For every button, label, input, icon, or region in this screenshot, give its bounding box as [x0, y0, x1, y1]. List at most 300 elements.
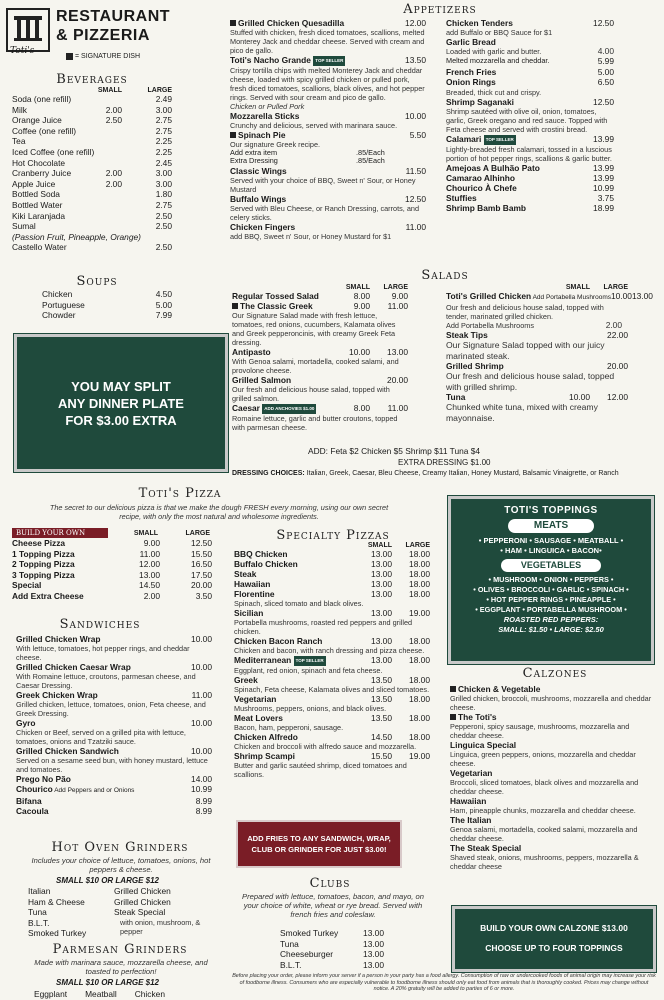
- salads-left-column: [232, 284, 408, 432]
- top-seller-badge: TOP SELLER: [313, 56, 345, 66]
- menu-item: [450, 712, 652, 740]
- pizza-small: 11.00: [139, 548, 160, 559]
- item-small: 8.00: [353, 291, 370, 301]
- menu-item: [232, 403, 408, 432]
- menu-item-name: Buffalo Chicken: [234, 559, 298, 569]
- menu-item-desc: Crunchy and delicious, served with marinara sauce.: [230, 120, 398, 130]
- menu-item-title: [230, 55, 426, 66]
- menu-item-title: [16, 784, 212, 796]
- grinder-item: B.L.T.: [28, 917, 50, 928]
- roasted-label: ROASTED RED PEPPERS:: [503, 615, 599, 624]
- menu-item-desc2: Chicken or Pulled Pork: [230, 101, 305, 111]
- menu-item-desc: Chicken or Beef, served on a grilled pita with lettuce, tomatoes, onions and Tzatziki sauce.: [16, 728, 186, 746]
- menu-item-desc: With lettuce, tomatoes, hot pepper rings, and cheddar cheese.: [16, 644, 190, 662]
- menu-item: [16, 746, 212, 774]
- menu-item-desc: Chicken and broccoli with alfredo sauce and mozzarella.: [234, 741, 417, 751]
- menu-item-name: Sicilian: [234, 608, 264, 618]
- top-seller-badge: TOP SELLER: [484, 135, 516, 145]
- beverage-small: [82, 158, 122, 169]
- menu-item-desc: Spinach, Feta cheese, Kalamata olives and sliced tomatoes.: [234, 684, 430, 694]
- salad-large: LARGE: [383, 284, 408, 291]
- menu-item-name: Hawaiian: [234, 579, 271, 589]
- item-small: 14.50: [371, 731, 392, 742]
- menu-item: [16, 796, 212, 806]
- menu-item-desc: With Genoa salami, mortadella, cooked salami, and provolone cheese.: [232, 357, 399, 375]
- parmesan-title: Parmesan Grinders: [52, 942, 188, 957]
- pizza-name: Cheese Pizza: [12, 538, 66, 548]
- item-large: 18.00: [409, 589, 430, 599]
- beverage-large: 2.75: [155, 199, 172, 210]
- item-small: 13.00: [371, 569, 392, 579]
- menu-item: [234, 694, 430, 713]
- beverage-name: Tea: [12, 136, 26, 147]
- pizza-intro: The secret to our delicious pizza is that we make the dough FRESH every morning, using our own secret recipe, with only the most natural and wholesome ingredients.: [49, 503, 389, 521]
- plain-price: 5.99: [597, 56, 614, 66]
- menu-item-title: [234, 732, 430, 742]
- item-price: 12.50: [593, 18, 614, 28]
- menu-item-title: [234, 589, 430, 599]
- build-calzone-text: BUILD YOUR OWN CALZONE $13.00: [480, 923, 628, 933]
- menu-item-name: Vegetarian: [450, 768, 493, 778]
- menu-item-name: Classic Wings: [230, 165, 287, 176]
- menu-item-title: [234, 713, 430, 723]
- soup-price: 4.50: [155, 289, 172, 299]
- menu-item: [446, 361, 628, 392]
- item-price: 3.75: [597, 192, 614, 203]
- dressing-list: Italian, Greek, Caesar, Bleu Cheese, Creamy Italian, Honey Mustard, Balsamic Vinaigrette, or Ranch: [306, 470, 619, 477]
- soup-name: Chowder: [42, 310, 76, 321]
- menu-item-title: [16, 718, 212, 728]
- beverage-row: [12, 105, 172, 116]
- menu-item: [16, 784, 212, 796]
- pizza-row: [12, 580, 212, 591]
- item-large: 9.00: [391, 291, 408, 301]
- menu-item-title: [16, 746, 212, 756]
- menu-item-desc: Lightly-breaded fresh calamari, tossed in a luscious portion of hot pepper rings, scallions & garlic butter.: [446, 144, 612, 163]
- menu-item-title: [16, 806, 212, 816]
- menu-item-title: [232, 301, 408, 311]
- menu-item: [232, 375, 408, 403]
- split-line3: FOR $3.00 EXTRA: [65, 412, 177, 428]
- soup-row: [22, 289, 172, 300]
- menu-item-title: [450, 740, 652, 750]
- dressing-label: DRESSING CHOICES:: [232, 470, 305, 477]
- menu-item-desc: Butter and garlic sautéed shrimp, diced tomatoes and scallions.: [234, 760, 407, 779]
- soup-row: [22, 300, 172, 311]
- beverage-name: Sumal: [12, 221, 36, 232]
- item-large: 18.00: [409, 674, 430, 685]
- soup-price: 7.99: [155, 310, 172, 321]
- salad-dressing-choices: [232, 470, 619, 477]
- menu-item-desc: Stuffed with chicken, fresh diced tomatoes, scallions, melted Monterey Jack and cheddar cheese. Served with cream and pico de gallo.: [230, 28, 425, 55]
- pizza-row: [12, 570, 212, 581]
- menu-item-desc: With Romaine lettuce, croutons, parmesan cheese, and Caesar Dressing.: [16, 672, 196, 690]
- beverages-small-label: SMALL: [97, 87, 122, 94]
- specialty-section: [234, 542, 430, 779]
- desc-text: Loaded with garlic and butter.: [446, 47, 542, 56]
- signature-icon: [232, 303, 238, 309]
- menu-item-name: The Steak Special: [450, 843, 522, 853]
- menu-item-desc: Romaine lettuce, garlic and butter croutons, topped with parmesan cheese.: [232, 413, 398, 432]
- beverage-small: [82, 221, 122, 232]
- pizza-large: 17.50: [191, 569, 212, 580]
- parmesan-item: Eggplant: [34, 989, 68, 999]
- menu-item-desc: Chunked white tuna, mixed with creamy mayonnaise.: [446, 402, 598, 423]
- soup-row: [22, 310, 172, 321]
- club-name: Cheeseburger: [280, 949, 334, 960]
- menu-item: [230, 18, 426, 55]
- signature-icon: [230, 132, 236, 138]
- item-price: 18.99: [593, 202, 614, 213]
- item-price: 13.50: [405, 55, 426, 65]
- grinder-item: Ham & Cheese: [28, 896, 85, 907]
- menu-item-name: Hawaiian: [450, 796, 487, 806]
- menu-item-title: [16, 796, 212, 806]
- menu-item-desc: Our fresh and delicious house salad, topped with tender, marinated grilled chicken.: [446, 303, 604, 321]
- specialty-header: [234, 542, 430, 549]
- menu-item-title: [234, 694, 430, 704]
- specialty-small-label: SMALL: [367, 542, 392, 549]
- menu-item: [230, 55, 426, 111]
- signature-icon: [450, 714, 456, 720]
- plain-name: French Fries: [446, 66, 497, 77]
- item-small: 10.00: [349, 347, 370, 357]
- veg-list1: • MUSHROOM • ONION • PEPPERS •: [488, 575, 614, 584]
- menu-item-title: [16, 690, 212, 700]
- soups-title: Soups: [76, 274, 118, 289]
- menu-item-name: Regular Tossed Salad: [232, 291, 319, 301]
- signature-legend: [66, 53, 140, 60]
- salad-extra-dressing: EXTRA DRESSING $1.00: [398, 458, 491, 467]
- salad-header-right: [446, 284, 628, 291]
- menu-item-title: [232, 347, 408, 357]
- soup-name: Chicken: [42, 289, 73, 299]
- build-your-own-badge: BUILD YOUR OWN: [12, 528, 108, 538]
- menu-item: [234, 732, 430, 751]
- spacer: [446, 284, 552, 291]
- menu-item-name: Chicken Bacon Ranch: [234, 636, 323, 646]
- plain-name: Onion Rings: [446, 77, 496, 88]
- pizza-small: 14.50: [139, 580, 160, 591]
- menu-item: [230, 130, 426, 149]
- club-row: [280, 960, 384, 971]
- grinders-title: Hot Oven Grinders: [51, 840, 189, 855]
- soup-name: Portuguese: [42, 299, 85, 310]
- item-small: 13.00: [371, 559, 392, 569]
- calzones-title: Calzones: [522, 666, 588, 681]
- beverage-row: [12, 147, 172, 158]
- club-name: Tuna: [280, 938, 299, 949]
- beverage-small: [82, 211, 122, 222]
- menu-item-title: [234, 569, 430, 579]
- salad-header: [232, 284, 408, 291]
- menu-item-title: [230, 166, 426, 176]
- pizza-large-label: LARGE: [185, 529, 210, 537]
- item-large: 18.00: [409, 569, 430, 579]
- beverage-large: 2.25: [155, 136, 172, 147]
- menu-item-name: Prego No Pão: [16, 774, 71, 784]
- top-seller-badge: TOP SELLER: [294, 656, 326, 666]
- extra-price: .85/Each: [356, 156, 385, 166]
- plain-price: 5.00: [597, 66, 614, 77]
- pizza-name: Add Extra Cheese: [12, 590, 84, 601]
- specialty-title: Specialty Pizzas: [276, 528, 390, 543]
- beverage-row: [12, 136, 172, 147]
- beverage-small: [82, 200, 122, 211]
- item-large: 13.00: [387, 347, 408, 357]
- menu-item: [450, 768, 652, 796]
- menu-item-name: BBQ Chicken: [234, 549, 288, 559]
- beverage-small: 2.00: [105, 178, 122, 189]
- menu-item-name: Cacoula: [16, 806, 49, 816]
- portuguese-item: [446, 183, 614, 193]
- soups-list: [22, 289, 172, 321]
- signature-legend-text: = SIGNATURE DISH: [75, 53, 141, 60]
- split-plate-box: [14, 334, 228, 472]
- beverage-large: 2.75: [155, 115, 172, 126]
- menu-item-name: Grilled Salmon: [232, 375, 292, 385]
- desc-price: 4.00: [597, 46, 614, 56]
- menu-item-title: [230, 18, 426, 28]
- menu-item-name: Chicken Fingers: [230, 221, 296, 232]
- item-name: Shrimp Bamb Bamb: [446, 202, 527, 213]
- club-row: [280, 939, 384, 950]
- beverage-name: Bottled Soda: [12, 189, 60, 200]
- item-price: 13.99: [593, 172, 614, 183]
- menu-item-title: [230, 111, 426, 121]
- grinder-item: Grilled Chicken: [114, 886, 171, 896]
- item-price: 10.00: [191, 718, 212, 728]
- menu-item: [450, 815, 652, 843]
- item-small: 9.00: [353, 301, 370, 311]
- beverage-small: 2.50: [105, 115, 122, 126]
- salad-extra-row: [446, 321, 628, 330]
- beverage-name: Soda (one refill): [12, 94, 72, 104]
- sandwiches-list: [16, 634, 212, 816]
- menu-item-name: Grilled Chicken Wrap: [16, 634, 101, 644]
- item-price: 10.00: [405, 110, 426, 121]
- item-price: 12.50: [405, 193, 426, 204]
- top-seller-badge: ADD ANCHOVIES $1.00: [262, 404, 316, 414]
- beverage-large: 3.00: [155, 104, 172, 115]
- salad-large: LARGE: [603, 284, 628, 291]
- item-small: 13.00: [371, 655, 392, 665]
- veg-list2: • OLIVES • BROCCOLI • GARLIC • SPINACH •: [473, 585, 629, 594]
- beverage-name: Cranberry Juice: [12, 168, 72, 179]
- menu-item-desc: Linguica, green peppers, onions, mozzarella and cheddar cheese.: [450, 750, 636, 768]
- grinder-item: Steak Special: [114, 907, 166, 918]
- menu-item-desc: Genoa salami, mortadella, cooked salami, mozzarella and cheddar cheese.: [450, 825, 638, 843]
- item-large: 13.00: [631, 291, 653, 301]
- beverage-large: 2.50: [155, 221, 172, 232]
- item-large: 18.00: [409, 636, 430, 646]
- extra-price: 2.00: [605, 320, 622, 330]
- salads-right-column: [446, 284, 653, 423]
- item-large: 18.00: [409, 579, 430, 589]
- beverage-row: [12, 189, 172, 200]
- grinders-left: [28, 886, 108, 939]
- menu-item: [234, 608, 430, 636]
- plain-price: 6.50: [597, 77, 614, 88]
- menu-item-name: Steak: [234, 569, 257, 579]
- menu-item: [230, 222, 426, 241]
- extra-name: Add Portabella Mushrooms: [446, 321, 535, 330]
- menu-item-title: [16, 774, 212, 784]
- grinder-item: Italian: [28, 886, 51, 896]
- club-row: [280, 949, 384, 960]
- menu-item-title: [234, 559, 430, 569]
- item-extra: Add Portabella Mushrooms: [531, 294, 611, 301]
- parmesan-list: [34, 989, 165, 999]
- menu-item-name: Gyro: [16, 718, 36, 728]
- item-small: 13.50: [371, 712, 392, 723]
- item-price: 5.50: [409, 129, 426, 140]
- meats-pill: MEATS: [508, 519, 594, 533]
- menu-item: [234, 751, 430, 779]
- menu-item: [450, 684, 652, 712]
- pizza-large: 15.50: [191, 548, 212, 559]
- portuguese-item: [446, 203, 614, 213]
- fries-promo-box: [236, 820, 402, 868]
- item-name: Amejoas A Bulhão Pato: [446, 162, 540, 173]
- beverage-row: [12, 168, 172, 179]
- split-line1: YOU MAY SPLIT: [71, 378, 171, 394]
- menu-item-name: Florentine: [234, 589, 275, 599]
- beverage-row: [12, 200, 172, 211]
- item-large: 22.00: [607, 330, 628, 340]
- meat-list1: • PEPPERONI • SAUSAGE • MEATBALL •: [478, 536, 624, 545]
- pizza-name: 2 Topping Pizza: [12, 559, 75, 570]
- menu-item: [234, 675, 430, 694]
- item-price: 14.00: [191, 774, 212, 784]
- menu-item: [446, 37, 614, 56]
- menu-item-title: [446, 291, 653, 303]
- pizza-small-label: SMALL: [133, 529, 158, 537]
- menu-item-desc: Pepperoni, spicy sausage, mushrooms, mozzarella and cheddar cheese.: [450, 722, 630, 740]
- item-price: 13.99: [593, 133, 614, 144]
- menu-item: [234, 549, 430, 559]
- parmesan-price: SMALL $10 OR LARGE $12: [56, 978, 159, 987]
- menu-item-title: [450, 768, 652, 778]
- menu-item-desc: Grilled chicken, lettuce, tomatoes, onion, Feta cheese, and Greek Dressing.: [16, 700, 206, 718]
- menu-item: [16, 718, 212, 746]
- item-large: 18.00: [409, 559, 430, 569]
- menu-item: [446, 134, 614, 163]
- toppings-title: TOTI'S TOPPINGS: [504, 505, 598, 516]
- build-calzone-box: [452, 906, 656, 972]
- menu-item: [234, 589, 430, 608]
- menu-item-name: Mediterranean TOP SELLER: [234, 655, 324, 665]
- menu-item-desc: Grilled chicken, broccoli, mushrooms, mozzarella and cheddar cheese.: [450, 694, 652, 712]
- menu-item: [234, 579, 430, 589]
- menu-item-title: [450, 684, 652, 694]
- beverage-name: Coffee (one refill): [12, 125, 77, 136]
- beverage-row: [12, 115, 172, 126]
- onion-desc: Breaded, thick cut and crispy.: [446, 87, 542, 97]
- menu-item-title: [16, 634, 212, 644]
- column-logo-icon: [8, 10, 48, 50]
- item-small: 13.50: [371, 693, 392, 704]
- signature-icon: [450, 686, 456, 692]
- choose-toppings-text: CHOOSE UP TO FOUR TOPPINGS: [485, 943, 623, 953]
- menu-item-title: [446, 97, 614, 107]
- menu-item-desc: Served on a sesame seed bun, with honey mustard, lettuce and tomatoes.: [16, 756, 208, 774]
- beverage-row: [12, 158, 172, 169]
- menu-item: [230, 166, 426, 194]
- beverage-large: 1.80: [155, 189, 172, 200]
- menu-item-desc: Portabella mushrooms, roasted red peppers and grilled chicken.: [234, 618, 413, 636]
- portuguese-item: [446, 163, 614, 173]
- veg-list3: • HOT PEPPER RINGS • PINEAPPLE •: [486, 595, 616, 604]
- clubs-intro: Prepared with lettuce, tomatoes, bacon, and mayo, on your choice of white, wheat or rye bread. Served with french fries and coleslaw.: [242, 892, 424, 919]
- appetizers-right-column: [446, 18, 614, 213]
- menu-item-name: Mozzarella Sticks: [230, 110, 300, 121]
- menu-item-name: Caesar ADD ANCHOVIES $1.00: [232, 403, 315, 413]
- item-small: 13.00: [371, 579, 392, 589]
- item-name: Camarao Alhinho: [446, 172, 516, 183]
- menu-item-name: Greek: [234, 674, 258, 685]
- club-price: 13.00: [363, 928, 384, 938]
- veg-list4: • EGGPLANT • PORTABELLA MUSHROOM •: [475, 605, 627, 614]
- item-price: 13.99: [593, 162, 614, 173]
- menu-item-title: [234, 675, 430, 685]
- clubs-list: [280, 928, 384, 970]
- menu-item: [234, 559, 430, 569]
- beverage-name: Milk: [12, 104, 27, 115]
- pizza-large: 12.50: [191, 538, 212, 548]
- menu-item-name: Antipasto: [232, 347, 271, 357]
- pizza-title: Toti's Pizza: [138, 486, 222, 501]
- pizza-row: [12, 591, 212, 602]
- grinders-intro: Includes your choice of lettuce, tomatoes, onions, hot peppers & cheese.: [31, 856, 211, 874]
- menu-item-desc: Broccoli, sliced tomatoes, black olives and mozzarella and cheddar cheese.: [450, 778, 639, 796]
- spinach-extra-row: [230, 157, 426, 166]
- pizza-large: 20.00: [191, 580, 212, 591]
- beverage-row: [12, 211, 172, 222]
- menu-item-name: Greek Chicken Wrap: [16, 690, 98, 700]
- meat-list2: • HAM • LINGUICA • BACON•: [500, 546, 602, 555]
- pizza-row: [12, 549, 212, 560]
- grinders-right: [114, 886, 214, 936]
- extra-price: .85/Each: [356, 147, 385, 157]
- grinder-note: with onion, mushroom, & pepper: [120, 917, 201, 936]
- brand-script: Toti's: [10, 46, 35, 56]
- beverage-small: [82, 126, 122, 137]
- menu-item: [16, 774, 212, 784]
- spacer: [232, 284, 332, 291]
- menu-item-name: Grilled Chicken Quesadilla: [230, 18, 388, 28]
- menu-item: [446, 291, 653, 330]
- menu-item-title: [446, 392, 628, 402]
- club-name: Smoked Turkey: [280, 928, 339, 938]
- beverages-title: Beverages: [56, 72, 128, 87]
- portuguese-item: [446, 193, 614, 203]
- salad-add: ADD: Feta $2 Chicken $5 Shrimp $11 Tuna $4: [308, 446, 481, 456]
- menu-item-desc: Our fresh and delicious house salad, topped with grilled shrimp.: [446, 371, 615, 392]
- menu-item: [446, 392, 628, 423]
- salads-title: Salads: [421, 268, 469, 283]
- menu-item-name: Shrimp Scampi: [234, 750, 295, 761]
- menu-item-title: [450, 815, 652, 825]
- calzones-list: [450, 684, 652, 871]
- item-price: 8.99: [195, 796, 212, 806]
- item-small: 13.00: [371, 608, 392, 618]
- menu-item-desc: Shrimp sautéed with olive oil, onion, tomatoes, garlic, Greek oregano and red sauce. Topped with Feta cheese and served with crostini bread.: [446, 106, 608, 134]
- menu-item-title: [234, 636, 430, 646]
- club-name: B.L.T.: [280, 959, 302, 970]
- pizza-name: 3 Topping Pizza: [12, 569, 75, 580]
- menu-item-desc: Crispy tortilla chips with melted Monterey Jack and cheddar cheese, loaded with spicy grilled chicken or pulled pork, fresh diced tomatoes, scallions, black olives, and hot pepper rings. Served with sour cream and pico de gallo.: [230, 65, 425, 102]
